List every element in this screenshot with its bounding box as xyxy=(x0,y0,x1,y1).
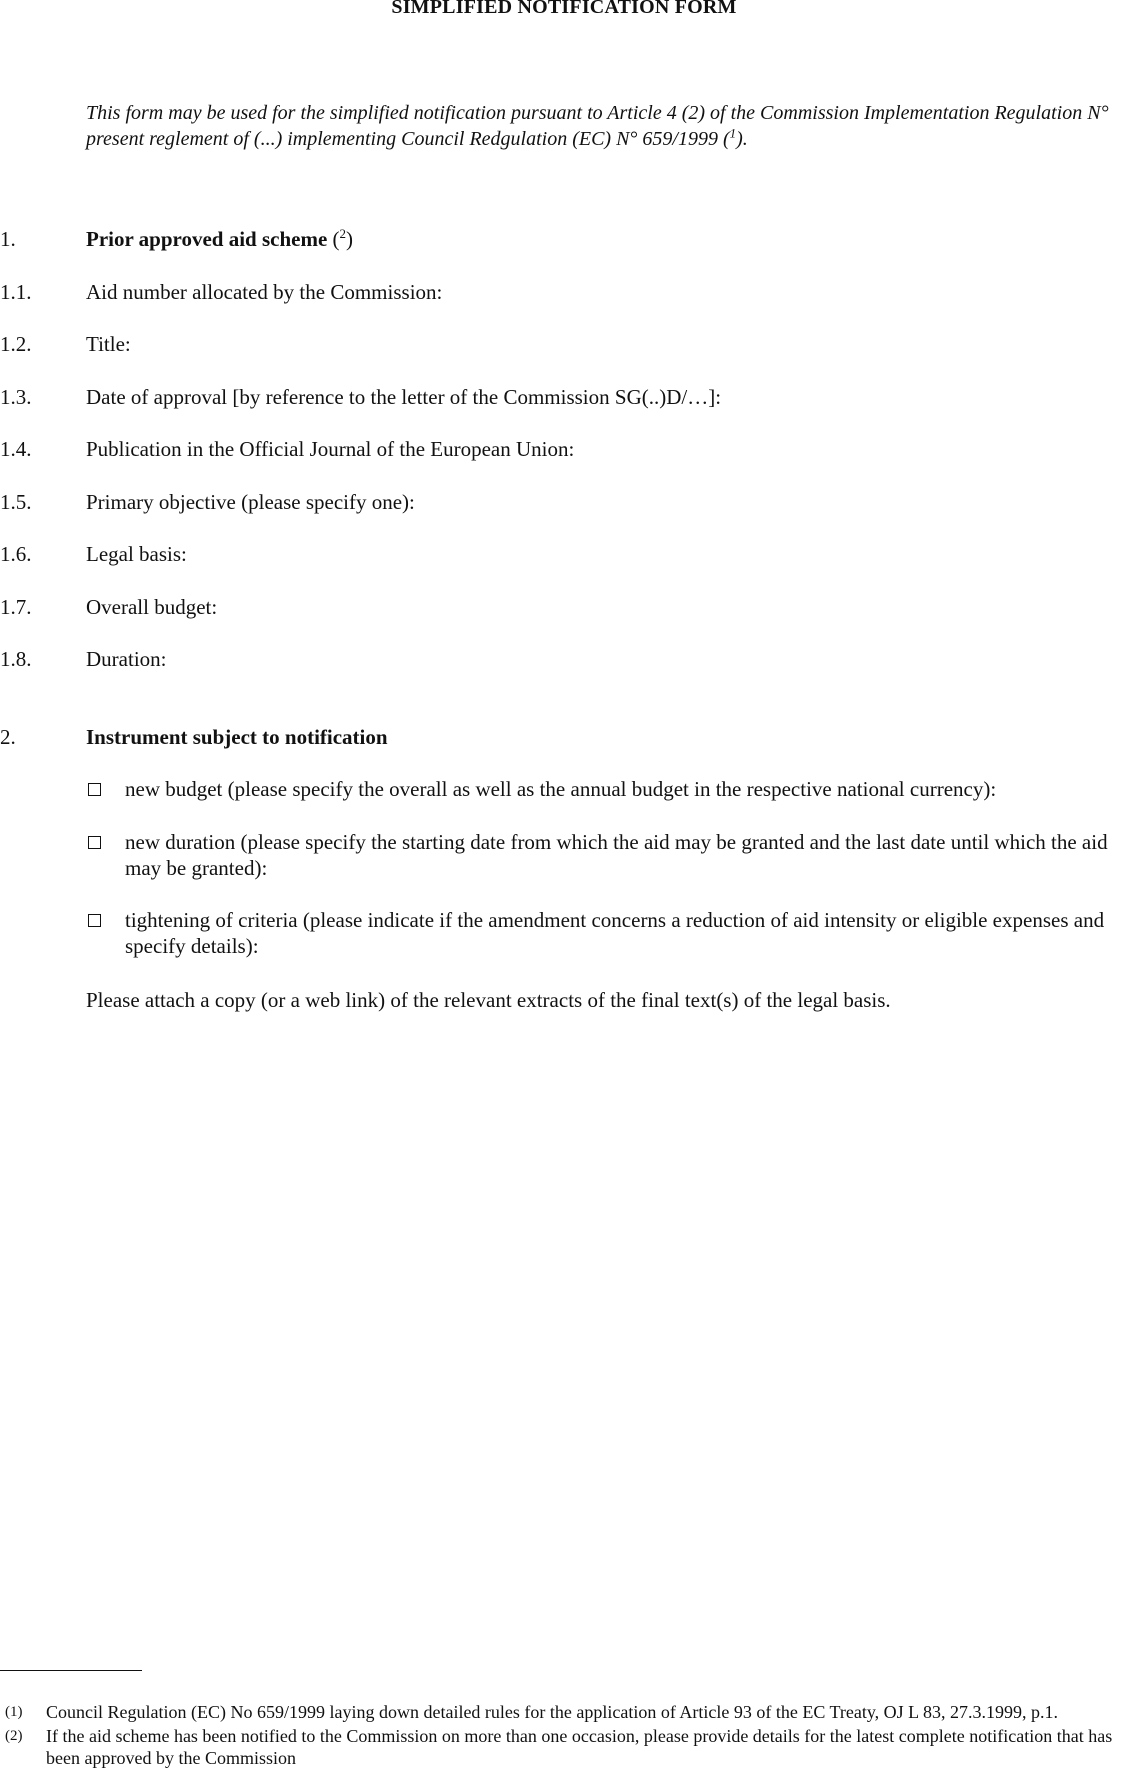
item-label: Overall budget: xyxy=(86,595,218,619)
item-label: Publication in the Official Journal of the European Union: xyxy=(86,437,575,461)
footnote-text: If the aid scheme has been notified to the Commission on more than one occasion, please provide details for the latest complete notification that has been approved by the Commission xyxy=(46,1726,1113,1768)
intro-line-2-end: ). xyxy=(736,128,748,150)
item-label: Primary objective (please specify one): xyxy=(86,490,415,514)
intro-paragraph xyxy=(86,100,1126,152)
item-label: Aid number allocated by the Commission: xyxy=(86,280,443,304)
footnote-divider xyxy=(0,1670,142,1671)
item-label: Duration: xyxy=(86,647,167,671)
tightening-criteria-checkbox[interactable] xyxy=(88,914,101,927)
item-number: 1.1. xyxy=(0,280,32,304)
section-1-ref-open: ( xyxy=(332,227,340,251)
item-number: 1.4. xyxy=(0,437,32,461)
item-number: 1.5. xyxy=(0,490,32,514)
option-new-duration-label: new duration (please specify the starting date from which the aid may be granted and the last date until which the aid may be granted): xyxy=(125,830,1108,880)
footnote-mark: (2) xyxy=(5,1728,23,1744)
new-budget-checkbox[interactable] xyxy=(88,783,101,796)
attach-note: Please attach a copy (or a web link) of the relevant extracts of the final text(s) of the legal basis. xyxy=(86,988,891,1012)
section-1-number: 1. xyxy=(0,227,16,251)
item-number: 1.2. xyxy=(0,332,32,356)
form-title: SIMPLIFIED NOTIFICATION FORM xyxy=(391,0,737,18)
section-2-title: Instrument subject to notification xyxy=(86,725,388,749)
option-tightening-criteria-label: tightening of criteria (please indicate if the amendment concerns a reduction of aid intensity or eligible expenses and specify details): xyxy=(125,908,1105,958)
intro-line-1: This form may be used for the simplified notification pursuant to Article 4 (2) of the Commission Implementation Regulation N° xyxy=(86,102,1109,124)
section-1-title-text: Prior approved aid scheme xyxy=(86,227,328,251)
item-number: 1.6. xyxy=(0,542,32,566)
item-label: Title: xyxy=(86,332,131,356)
item-number: 1.7. xyxy=(0,595,32,619)
footnote-text: Council Regulation (EC) No 659/1999 laying down detailed rules for the application of Article 93 of the EC Treaty, OJ L 83, 27.3.1999, p.1. xyxy=(46,1702,1059,1722)
intro-line-2 xyxy=(86,126,1126,152)
item-label: Legal basis: xyxy=(86,542,187,566)
section-1-title xyxy=(86,226,353,252)
item-number: 1.8. xyxy=(0,647,32,671)
section-2-number: 2. xyxy=(0,725,16,749)
footnote-mark: (1) xyxy=(5,1704,23,1720)
footnote-ref-1: 1 xyxy=(729,125,737,141)
option-new-budget-label: new budget (please specify the overall as well as the annual budget in the respective national currency): xyxy=(125,777,997,801)
item-label: Date of approval [by reference to the letter of the Commission SG(..)D/…]: xyxy=(86,385,722,409)
section-1-ref-close: ) xyxy=(346,227,354,251)
footnote-ref-2: 2 xyxy=(339,226,347,241)
new-duration-checkbox[interactable] xyxy=(88,836,101,849)
item-number: 1.3. xyxy=(0,385,32,409)
intro-line-2-text: present reglement of (...) implementing Council Redgulation (EC) N° 659/1999 ( xyxy=(86,128,730,150)
